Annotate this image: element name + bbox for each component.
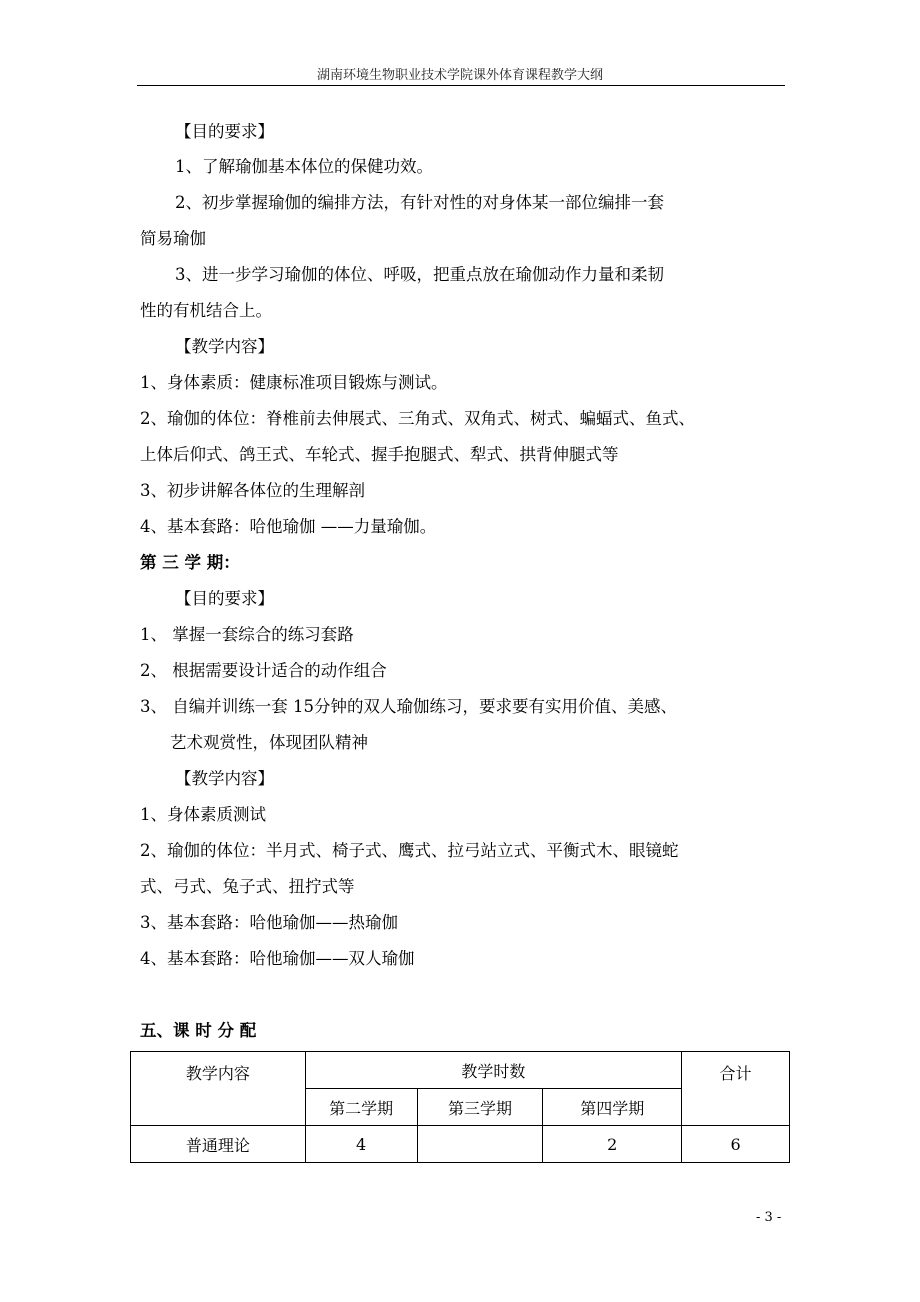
- semester-heading: 第 三 学 期：: [140, 553, 240, 572]
- page-number: - 3 -: [756, 1210, 782, 1225]
- subheader-cell: 第二学期: [305, 1089, 417, 1126]
- row-label: 普通理论: [131, 1126, 306, 1163]
- text-line: 4、基本套路：哈他瑜伽 ——力量瑜伽。: [140, 517, 437, 536]
- text-line: 3、 自编并训练一套 15分钟的双人瑜伽练习，要求要有实用价值、美感、: [140, 697, 677, 716]
- text-line: 2、 根据需要设计适合的动作组合: [140, 661, 387, 680]
- text-line: 1、身体素质测试: [140, 805, 266, 824]
- text-line: 1、 掌握一套综合的练习套路: [140, 625, 354, 644]
- hours-table: [130, 1051, 790, 1163]
- text-line: 1、了解瑜伽基本体位的保健功效。: [175, 157, 433, 176]
- section-heading: 【教学内容】: [175, 769, 274, 788]
- text-line: 2、瑜伽的体位：脊椎前去伸展式、三角式、双角式、树式、蝙蝠式、鱼式、: [140, 409, 695, 428]
- page-header: 湖南环境生物职业技术学院课外体育课程教学大纲: [316, 68, 603, 83]
- table-cell: [417, 1126, 543, 1163]
- text-line: 3、进一步学习瑜伽的体位、呼吸，把重点放在瑜伽动作力量和柔韧: [175, 265, 664, 284]
- section-heading: 【目的要求】: [175, 589, 274, 608]
- section-title: 五、课 时 分 配: [140, 1021, 257, 1040]
- header-cell: 教学内容: [131, 1052, 306, 1126]
- text-line: 2、初步掌握瑜伽的编排方法，有针对性的对身体某一部位编排一套: [175, 193, 664, 212]
- text-line: 3、基本套路：哈他瑜伽——热瑜伽: [140, 913, 398, 932]
- section-heading: 【教学内容】: [175, 337, 274, 356]
- table-cell: 6: [682, 1126, 790, 1163]
- subheader-cell: 第四学期: [543, 1089, 682, 1126]
- text-line: 性的有机结合上。: [140, 301, 272, 320]
- header-rule: [137, 85, 785, 86]
- text-line: 艺术观赏性，体现团队精神: [170, 733, 368, 752]
- text-line: 1、身体素质：健康标准项目锻炼与测试。: [140, 373, 448, 392]
- text-line: 3、初步讲解各体位的生理解剖: [140, 481, 365, 500]
- header-cell: 合计: [682, 1052, 790, 1126]
- table-cell: 4: [305, 1126, 417, 1163]
- subheader-cell: 第三学期: [417, 1089, 543, 1126]
- text-line: 2、瑜伽的体位：半月式、椅子式、鹰式、拉弓站立式、平衡式木、眼镜蛇: [140, 841, 679, 860]
- section-heading: 【目的要求】: [175, 122, 274, 141]
- text-line: 4、基本套路：哈他瑜伽——双人瑜伽: [140, 949, 415, 968]
- table-cell: 2: [543, 1126, 682, 1163]
- header-cell: 教学时数: [305, 1052, 681, 1089]
- text-line: 简易瑜伽: [140, 229, 206, 248]
- text-line: 上体后仰式、鸽王式、车轮式、握手抱腿式、犁式、拱背伸腿式等: [140, 445, 619, 464]
- text-line: 式、弓式、兔子式、扭拧式等: [140, 877, 355, 896]
